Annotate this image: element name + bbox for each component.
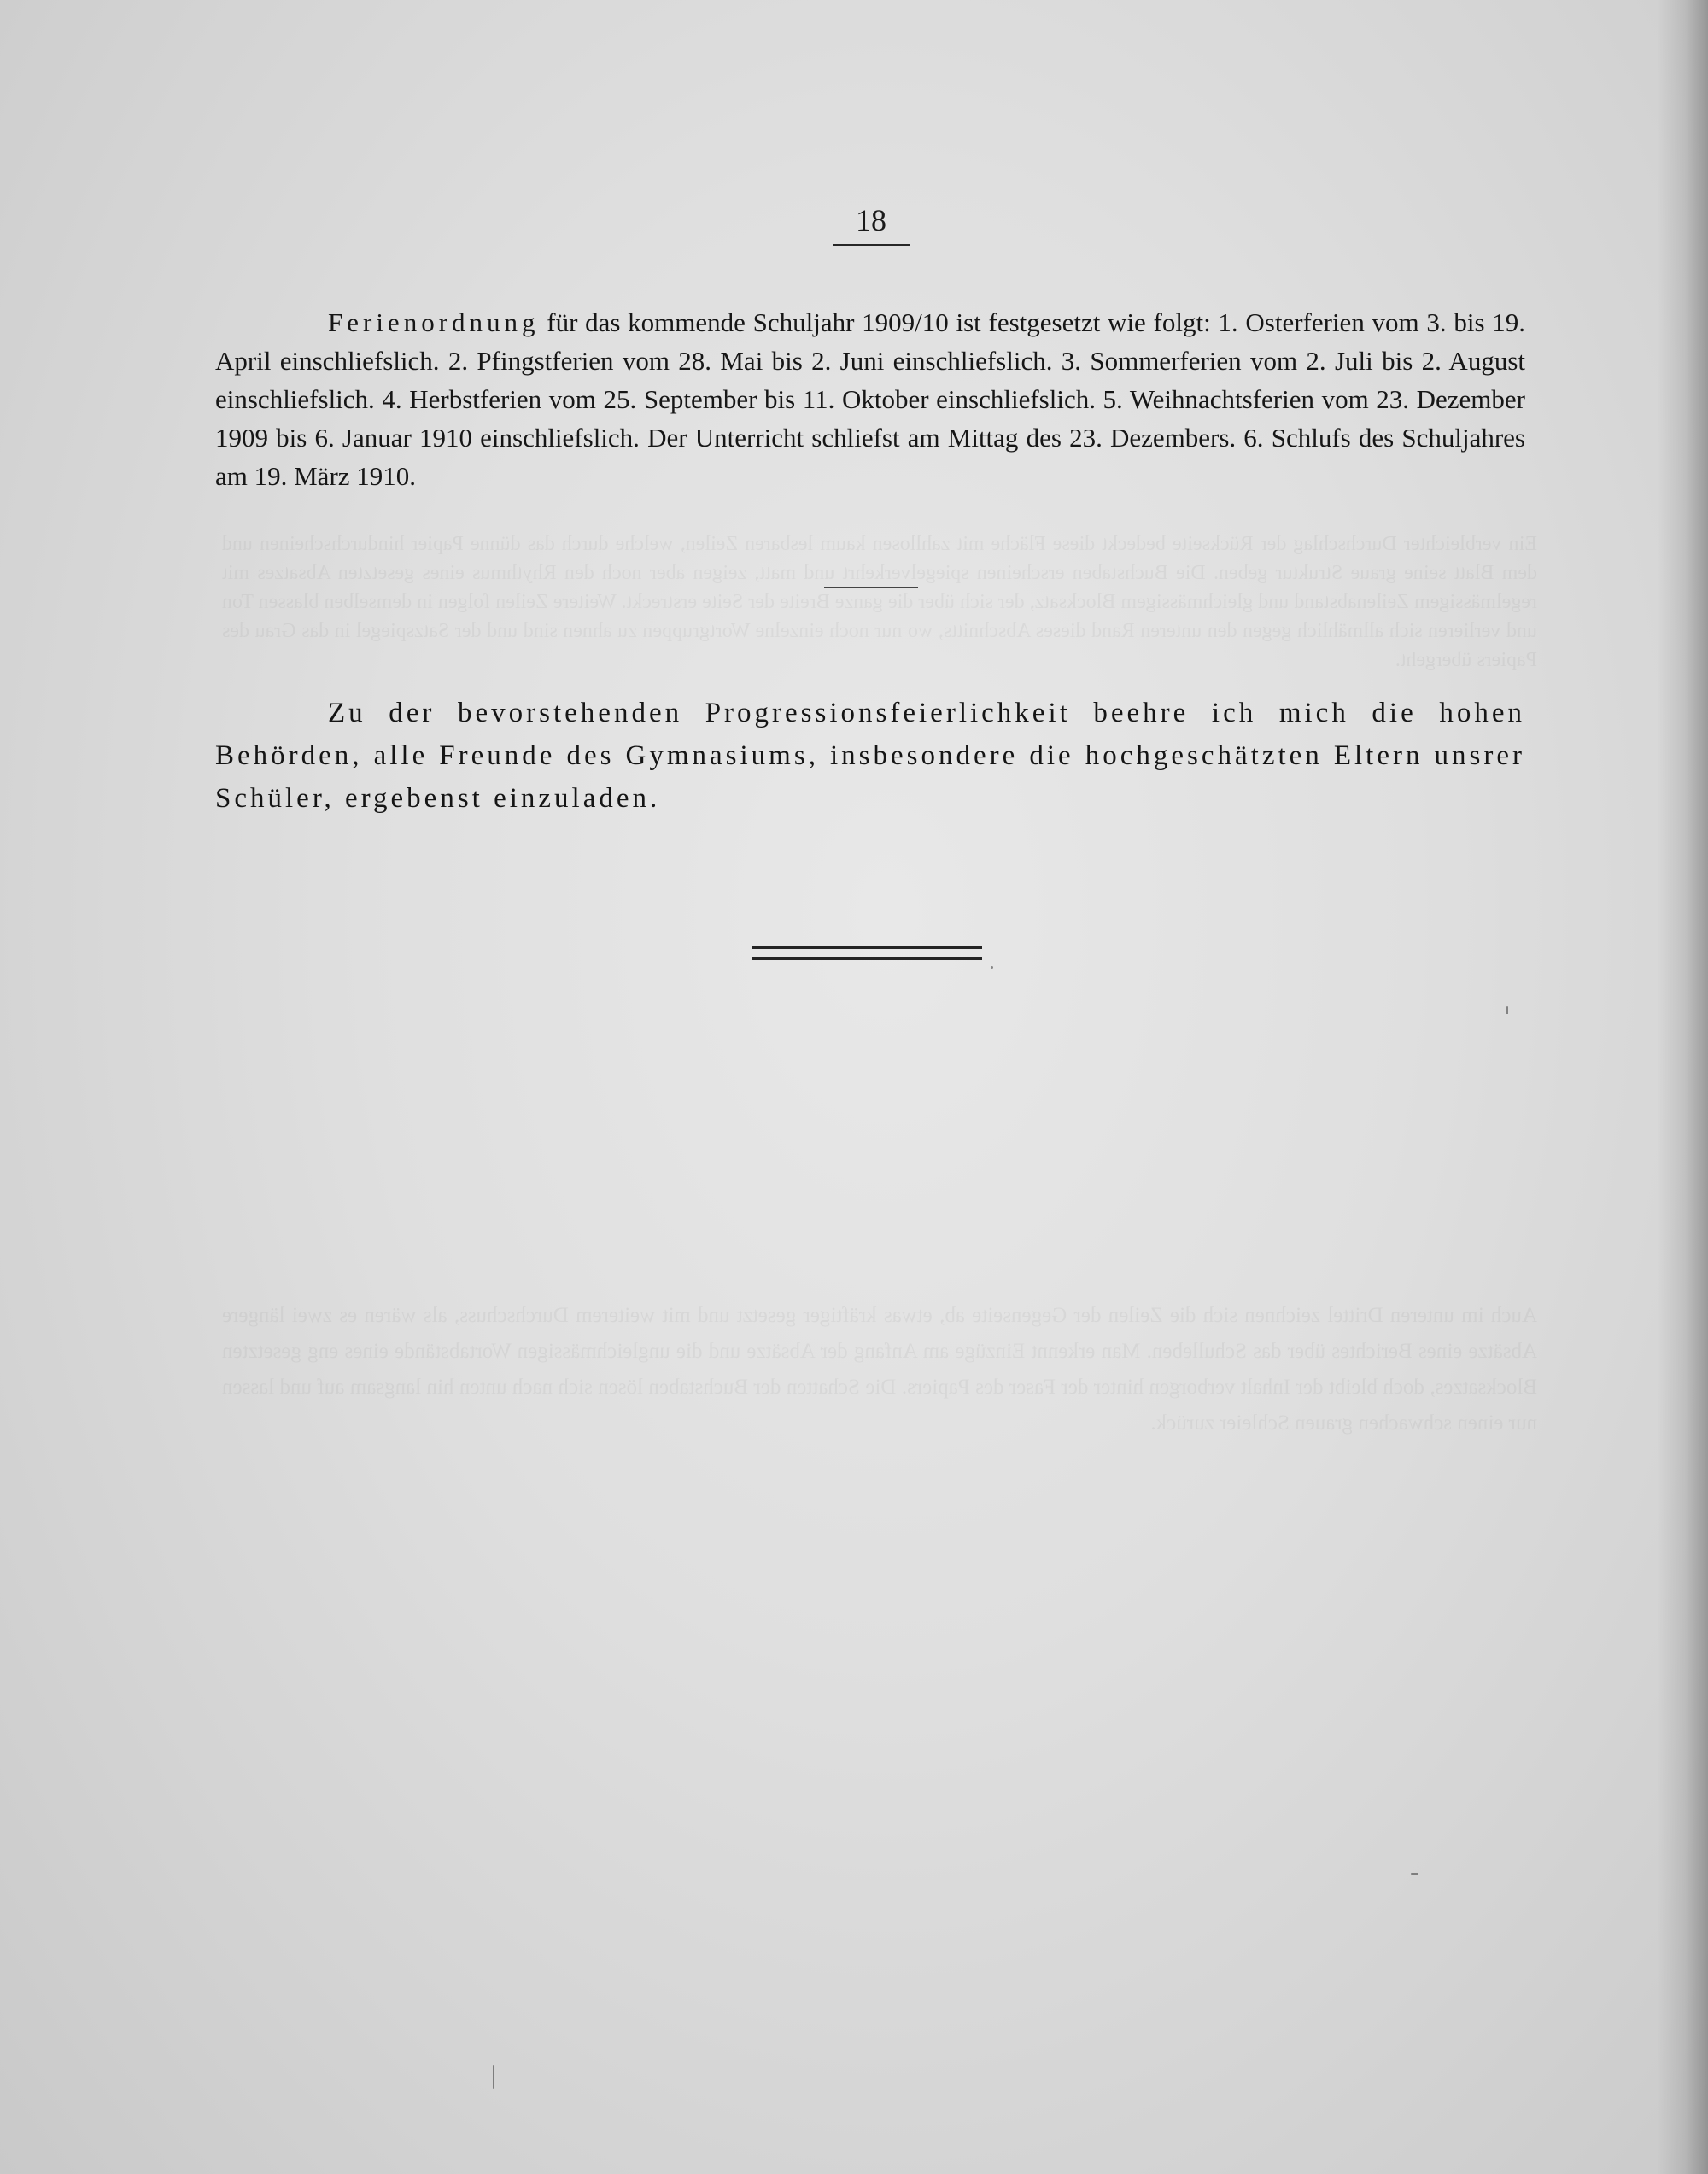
closing-double-rule-top xyxy=(752,946,982,949)
scan-speck xyxy=(1411,1873,1418,1875)
invitation-text: Zu der bevorstehenden Progressionsfeierlichkeit beehre ich mich die hohen Behörden, alle Freunde des Gymnasiums, insbesondere die hochgeschätzten Eltern unsrer Schüler, ergebenst einzuladen. xyxy=(215,698,1525,814)
ferienordnung-term: Ferienordnung xyxy=(328,307,540,337)
scan-speck xyxy=(1506,1006,1508,1014)
scan-speck xyxy=(493,2065,494,2089)
page-edge-shadow xyxy=(1657,0,1708,2174)
ferienordnung-paragraph xyxy=(215,303,1525,495)
page-number: 18 xyxy=(856,203,886,237)
show-through-text-lower: Auch im unteren Drittel zeichnen sich die Zeilen der Gegenseite ab, etwas kräftiger gesetzt und mit weiterem Durchschuss, als wären es zwei längere Absätze eines Berichtes über das Schulleben. Man erkennt Einzüge am Anfang der Absätze und die ungleichmässigen Wortabstände eines eng gesetzten Blocksatzes, doch bleibt der Inhalt verborgen hinter der Faser des Papiers. Die Schatten der Buchstaben lösen sich nach unten hin langsam auf und lassen nur einen schwachen grauen Schleier zurück. xyxy=(222,1304,1537,1435)
section-divider xyxy=(824,587,918,588)
closing-double-rule-bottom xyxy=(752,957,982,960)
invitation-paragraph xyxy=(215,692,1525,820)
ferienordnung-text: für das kommende Schuljahr 1909/10 ist festgesetzt wie folgt: 1. Osterferien vom 3. bis 19. April einschliefslich. 2. Pfingstferien vom 28. Mai bis 2. Juni einschliefslich. 3. Sommerferien vom 2. Juli bis 2. August einschliefslich. 4. Herbstferien vom 25. September bis 11. Oktober einschliefslich. 5. Weihnachtsferien vom 23. Dezember 1909 bis 6. Januar 1910 einschliefslich. Der Unterricht schliefst am Mittag des 23. Dezembers. 6. Schlufs des Schuljahres am 19. März 1910. xyxy=(215,307,1525,491)
scan-speck xyxy=(991,966,993,969)
page-number-rule xyxy=(833,244,910,246)
show-through-text-upper: Ein verbleichter Durchschlag der Rückseite bedeckt diese Fläche mit zahllosen kaum lesbaren Zeilen, welche durch das dünne Papier hindurchscheinen und dem Blatt seine graue Struktur geben. Die Buchstaben erscheinen spiegelverkehrt und matt, zeigen aber noch den Rhythmus eines gesetzten Absatzes mit regelmässigem Zeilenabstand und gleichmässigem Blocksatz, der sich über die ganze Breite der Seite erstreckt. Weitere Zeilen folgen in demselben blassen Ton und verlieren sich allmählich gegen den unteren Rand dieses Abschnitts, wo nur noch einzelne Wortgruppen zu ahnen sind und der Satzspiegel in das Grau des Papiers übergeht. xyxy=(222,533,1537,671)
